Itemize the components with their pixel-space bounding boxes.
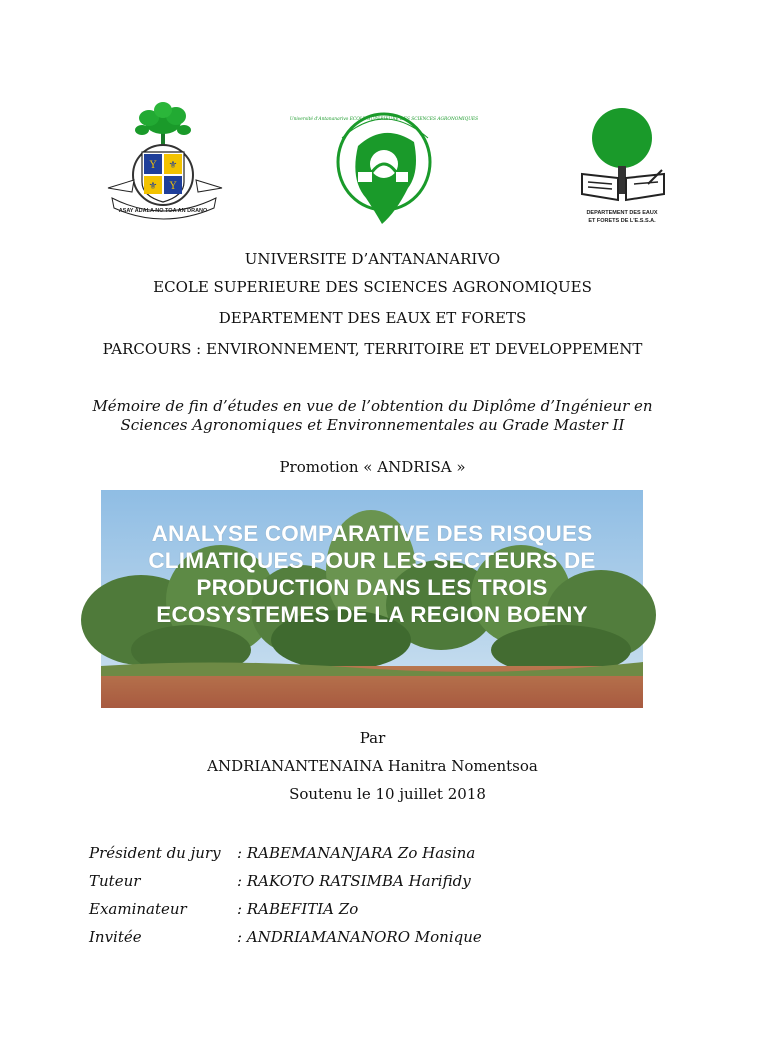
jury-role: Examinateur [89,900,187,918]
author-name: ANDRIANANTENAINA Hanitra Nomentsoa [207,757,538,775]
university-seal-logo [104,100,226,225]
track-name: PARCOURS : ENVIRONNEMENT, TERRITOIRE ET DEVELOPPEMENT [102,340,643,358]
university-name: UNIVERSITE D’ANTANANARIVO [244,250,501,268]
by-label: Par [359,729,386,747]
school-name: ECOLE SUPERIEURE DES SCIENCES AGRONOMIQUES [153,278,592,296]
essa-logo [289,102,479,228]
memoire-line-1: Mémoire de fin d’études en vue de l’obtention du Diplôme d’Ingénieur en [92,397,653,415]
title-line-4: ECOSYSTEMES DE LA REGION BOENY [156,602,588,627]
title-banner [101,490,643,708]
svg-text:⚜: ⚜ [168,160,178,171]
jury-member: : RABEMANANJARA Zo Hasina [237,844,476,862]
department-caption-2: ET FORETS DE L'E.S.S.A. [588,218,656,224]
title-line-1: ANALYSE COMPARATIVE DES RISQUES [151,521,593,546]
department-logo [578,104,674,228]
svg-text:⚜: ⚜ [148,181,158,192]
svg-text:Y: Y [149,160,157,171]
jury-row [89,844,689,864]
department-caption-1: DEPARTEMENT DES EAUX [586,210,658,216]
essa-arc-text: Université d'Antananarivo ECOLE SUPERIEURE DES SCIENCES AGRONOMIQUES [289,117,479,122]
jury-role: Invitée [89,928,142,946]
defense-date: Soutenu le 10 juillet 2018 [289,785,486,803]
memoire-line-2: Sciences Agronomiques et Environnementales au Grade Master II [120,416,625,434]
jury-row [89,872,689,892]
promotion: Promotion « ANDRISA » [279,458,466,476]
jury-row [89,928,689,948]
title-line-3: PRODUCTION DANS LES TROIS [196,575,548,600]
title-line-2: CLIMATIQUES POUR LES SECTEURS DE [148,548,596,573]
jury-role: Président du jury [89,844,221,862]
svg-text:Y: Y [169,181,177,192]
seal-banner-text: ASAY ADALA NO TOA AN DRANO [118,208,208,214]
jury-role: Tuteur [89,872,141,890]
jury-row [89,900,689,920]
thesis-title [101,520,643,628]
jury-member: : RABEFITIA Zo [237,900,359,918]
jury-member: : ANDRIAMANANORO Monique [237,928,482,946]
department-name: DEPARTEMENT DES EAUX ET FORETS [218,309,527,327]
jury-member: : RAKOTO RATSIMBA Harifidy [237,872,471,890]
